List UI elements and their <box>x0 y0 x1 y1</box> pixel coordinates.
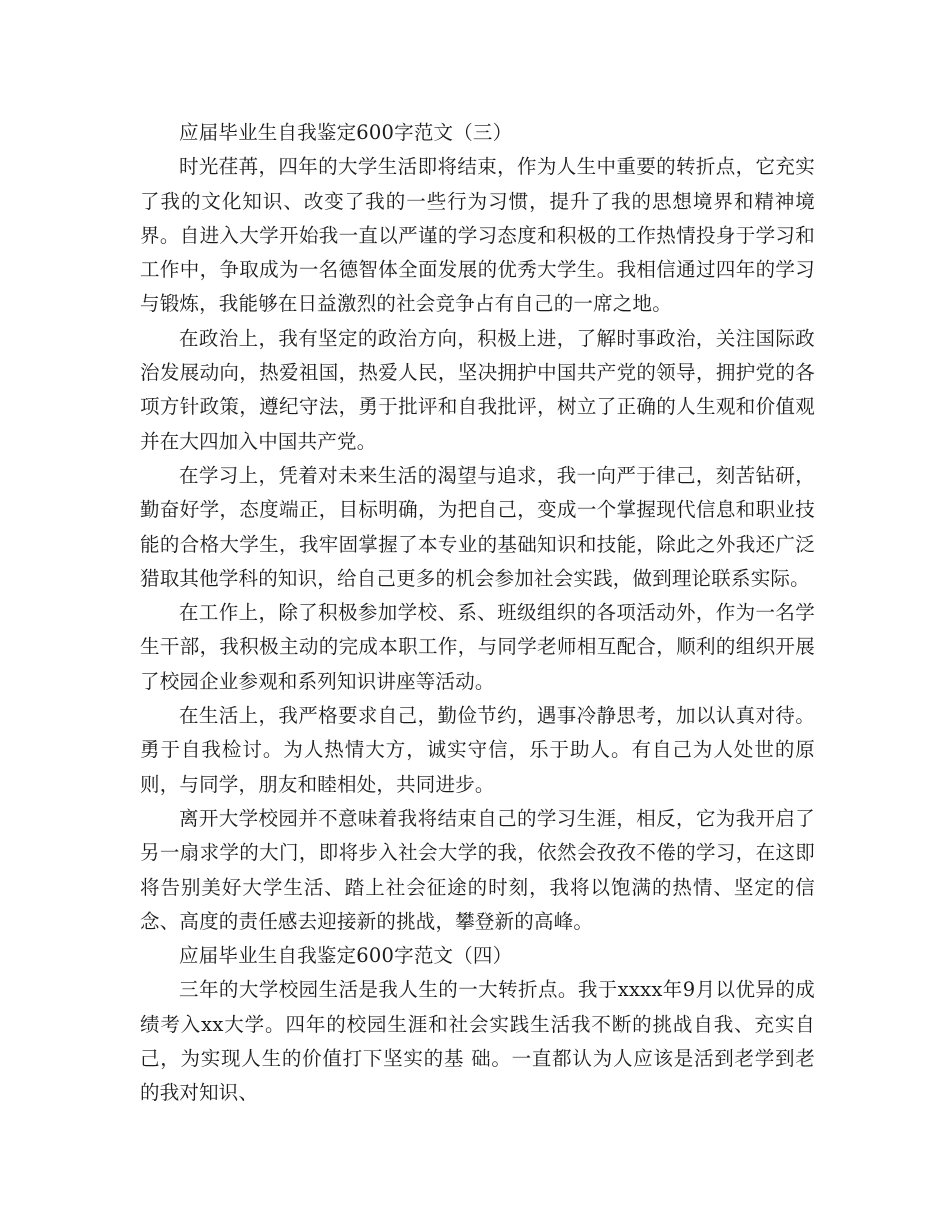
paragraph-life: 在生活上，我严格要求自己，勤俭节约，遇事冷静思考，加以认真对待。勇于自我检讨。为人热情大方，诚实守信，乐于助人。有自己为人处世的原则，与同学，朋友和睦相处，共同进步。 <box>140 704 815 796</box>
paragraph-leaving: 离开大学校园并不意味着我将结束自己的学习生涯，相反，它为我开启了另一扇求学的大门，即将步入社会大学的我，依然会孜孜不倦的学习，在这即将告别美好大学生活、踏上社会征途的时刻，我将以饱满的热情、坚定的信念、高度的责任感去迎接新的挑战，攀登新的高峰。 <box>140 806 815 933</box>
paragraph-university: 三年的大学校园生活是我人生的一大转折点。我于xxxx年9月以优异的成绩考入xx大学。四年的校园生涯和社会实践生活我不断的挑战自我、充实自己，为实现人生的价值打下坚实的基 础。一直都认为人应该是活到老学到老的我对知识、 <box>140 978 815 1105</box>
document-body <box>140 116 815 1111</box>
paragraph-politics: 在政治上，我有坚定的政治方向，积极上进，了解时事政治，关注国际政治发展动向，热爱祖国，热爱人民，坚决拥护中国共产党的领导，拥护党的各项方针政策，遵纪守法，勇于批评和自我批评，树立了正确的人生观和价值观并在大四加入中国共产党。 <box>140 326 815 453</box>
paragraph-work: 在工作上，除了积极参加学校、系、班级组织的各项活动外，作为一名学生干部，我积极主动的完成本职工作，与同学老师相互配合，顺利的组织开展了校园企业参观和系列知识讲座等活动。 <box>140 601 815 693</box>
section-heading-4: 应届毕业生自我鉴定600字范文（四） <box>179 944 513 968</box>
paragraph-study: 在学习上，凭着对未来生活的渴望与追求，我一向严于律己，刻苦钻研，勤奋好学，态度端正，目标明确，为把自己，变成一个掌握现代信息和职业技能的合格大学生，我牢固掌握了本专业的基础知识和技能，除此之外我还广泛猎取其他学科的知识，给自己更多的机会参加社会实践，做到理论联系实际。 <box>140 463 815 590</box>
section-heading-3: 应届毕业生自我鉴定600字范文（三） <box>179 121 513 144</box>
paragraph-intro: 时光荏苒，四年的大学生活即将结束，作为人生中重要的转折点，它充实了我的文化知识、改变了我的一些行为习惯，提升了我的思想境界和精神境界。自进入大学开始我一直以严谨的学习态度和积极的工作热情投身于学习和工作中，争取成为一名德智体全面发展的优秀大学生。我相信通过四年的学习与锻炼，我能够在日益激烈的社会竞争占有自己的一席之地。 <box>140 155 815 316</box>
